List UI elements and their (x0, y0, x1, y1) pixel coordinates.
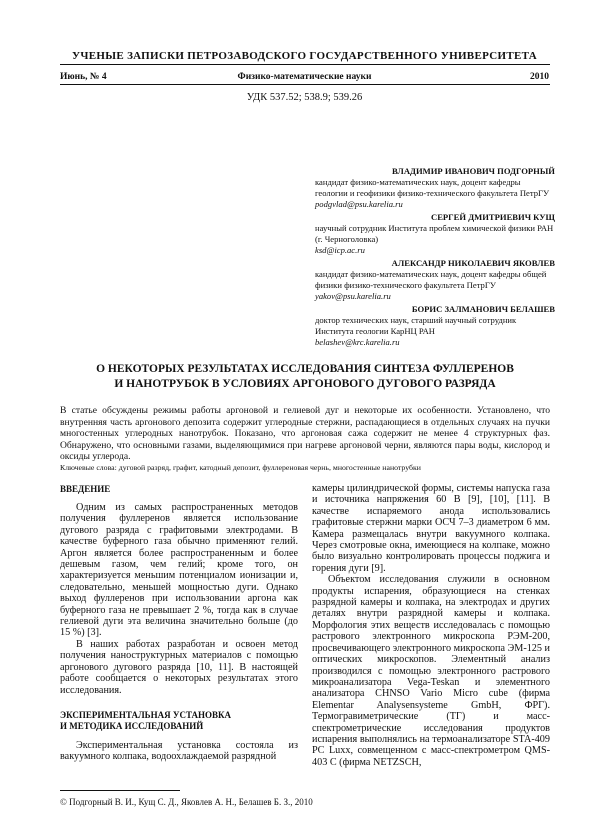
author-block (315, 258, 555, 302)
author-email: yakov@psu.karelia.ru (315, 291, 391, 301)
header-rule-top (60, 64, 550, 65)
author-name: БОРИС ЗАЛМАНОВИЧ БЕЛАШЕВ (411, 304, 555, 314)
author-affiliation: кандидат физико-математических наук, доцент кафедры общей физики физико-технического факультета ПетрГУ (315, 269, 547, 290)
paragraph: камеры цилиндрической формы, системы напуска газа и источника напряжения 60 В [9], [10], [11]. В качестве испаряемого анода использовались графитовые стержни марки ОСЧ 7–3 диаметром 6 мм. Камера размещалась внутри вакуумного колпака. Через смотровые окна, имеющиеся на колпаке, можно было визуально контролировать процессы поджига и горения дуги [9]. (312, 483, 550, 574)
heading-line-1: ЭКСПЕРИМЕНТАЛЬНАЯ УСТАНОВКА (60, 710, 232, 720)
paragraph: Объектом исследования служили в основном продукты испарения, образующиеся на стенках разрядной камеры и колпака, на электродах и других деталях внутри разрядной камеры и колпака. Морфология этих веществ исследовалась с помощью растрового электронного микроскопа РЭМ-200, просвечивающего электронного микроскопа ЭМ-125 и оптических микроскопов. Элементный анализ производился с помощью электронного растрового микроанализатора Vega-Teskan и элементного анализатора CHNSO Vario Micro cube (фирма Elementar Analysensysteme GmbH, ФРГ). Термогравиметрические (ТГ) и масс-спектрометрические исследования продуктов испарения выполнялись на термоанализаторе STA-409 PC Luxx, совмещенном с масс-спектрометром QMS-403 C (фирма NETZSCH, (312, 574, 550, 768)
author-block (315, 212, 555, 256)
author-block (315, 166, 555, 210)
author-email: belashev@krc.karelia.ru (315, 337, 400, 347)
keywords: Ключевые слова: дуговой разряд, графит, катодный депозит, фуллереновая чернь, многостенные нанотрубки (60, 463, 421, 472)
heading-line-2: И МЕТОДИКА ИССЛЕДОВАНИЙ (60, 721, 204, 731)
title-line-2: И НАНОТРУБОК В УСЛОВИЯХ АРГОНОВОГО ДУГОВОГО РАЗРЯДА (114, 378, 496, 390)
section-label: Физико-математические науки (237, 72, 372, 82)
experimental-text (60, 740, 298, 763)
abstract: В статье обсуждены режимы работы аргоновой и гелиевой дуг и некоторые их особенности. Установлено, что внутренняя часть аргонового депозита содержит углеродные стержни, распадающиеся в отдельных случаях на пучки многостенных углеродных нанотрубок. Показано, что аргоновая сажа содержит не менее 4 структурных фаз. Обнаружено, что основными газами, выделяющимися при нагреве аргоновой черни, являются пары воды, кислород и оксиды углерода. (60, 405, 550, 463)
year-label: 2010 (530, 72, 549, 82)
author-name: ВЛАДИМИР ИВАНОВИЧ ПОДГОРНЫЙ (392, 166, 555, 176)
footnote-rule (60, 790, 180, 791)
author-email: ksd@icp.ac.ru (315, 245, 365, 255)
paragraph: Одним из самых распространенных методов получения фуллеренов является использование дугового разряда с графитовыми электродами. В качестве буферного газа обычно применяют гелий. Аргон является более распространенным и более дешевым газом, чем гелий; кроме того, он характеризуется меньшим потенциалом ионизации и, следовательно, меньшей мощностью дуги. Однако выход фуллеренов при использовании аргона как буферного газа не превышает 2 %, тогда как в случае гелиевой дуги эта величина значительно больше (до 15 %) [3]. (60, 502, 298, 639)
author-name: СЕРГЕЙ ДМИТРИЕВИЧ КУЩ (430, 212, 555, 222)
author-affiliation: доктор технических наук, старший научный сотрудник Института геологии КарНЦ РАН (315, 315, 517, 336)
title-line-1: О НЕКОТОРЫХ РЕЗУЛЬТАТАХ ИССЛЕДОВАНИЯ СИНТЕЗА ФУЛЛЕРЕНОВ (96, 363, 514, 375)
author-email: podgvlad@psu.karelia.ru (315, 199, 403, 209)
author-name: АЛЕКСАНДР НИКОЛАЕВИЧ ЯКОВЛЕВ (391, 258, 555, 268)
paragraph: В наших работах разработан и освоен метод получения наноструктурных материалов с помощью аргонового дугового разряда [10, 11]. В настоящей работе сообщается о некоторых результатах этого исследования. (60, 638, 298, 696)
header-rule-bottom (60, 84, 550, 85)
section-heading-intro: ВВЕДЕНИЕ (60, 484, 111, 494)
author-affiliation: научный сотрудник Института проблем химической физики РАН (г. Черноголовка) (315, 223, 554, 244)
right-column-text (312, 483, 550, 768)
paragraph: Экспериментальная установка состояла из вакуумного колпака, водоохлаждаемой разрядной (60, 740, 298, 763)
journal-title: УЧЕНЫЕ ЗАПИСКИ ПЕТРОЗАВОДСКОГО ГОСУДАРСТВЕННОГО УНИВЕРСИТЕТА (72, 50, 537, 62)
issue-label: Июнь, № 4 (60, 72, 107, 82)
intro-text (60, 502, 298, 696)
copyright: © Подгорный В. И., Кущ С. Д., Яковлев А. Н., Белашев Б. З., 2010 (60, 797, 313, 807)
author-block (315, 304, 555, 348)
udk-code: УДК 537.52; 538.9; 539.26 (246, 92, 363, 103)
section-heading-experimental (60, 710, 298, 732)
author-affiliation: кандидат физико-математических наук, доцент кафедры геологии и геофизики физико-технического факультета ПетрГУ (315, 177, 550, 198)
article-title (60, 362, 550, 392)
